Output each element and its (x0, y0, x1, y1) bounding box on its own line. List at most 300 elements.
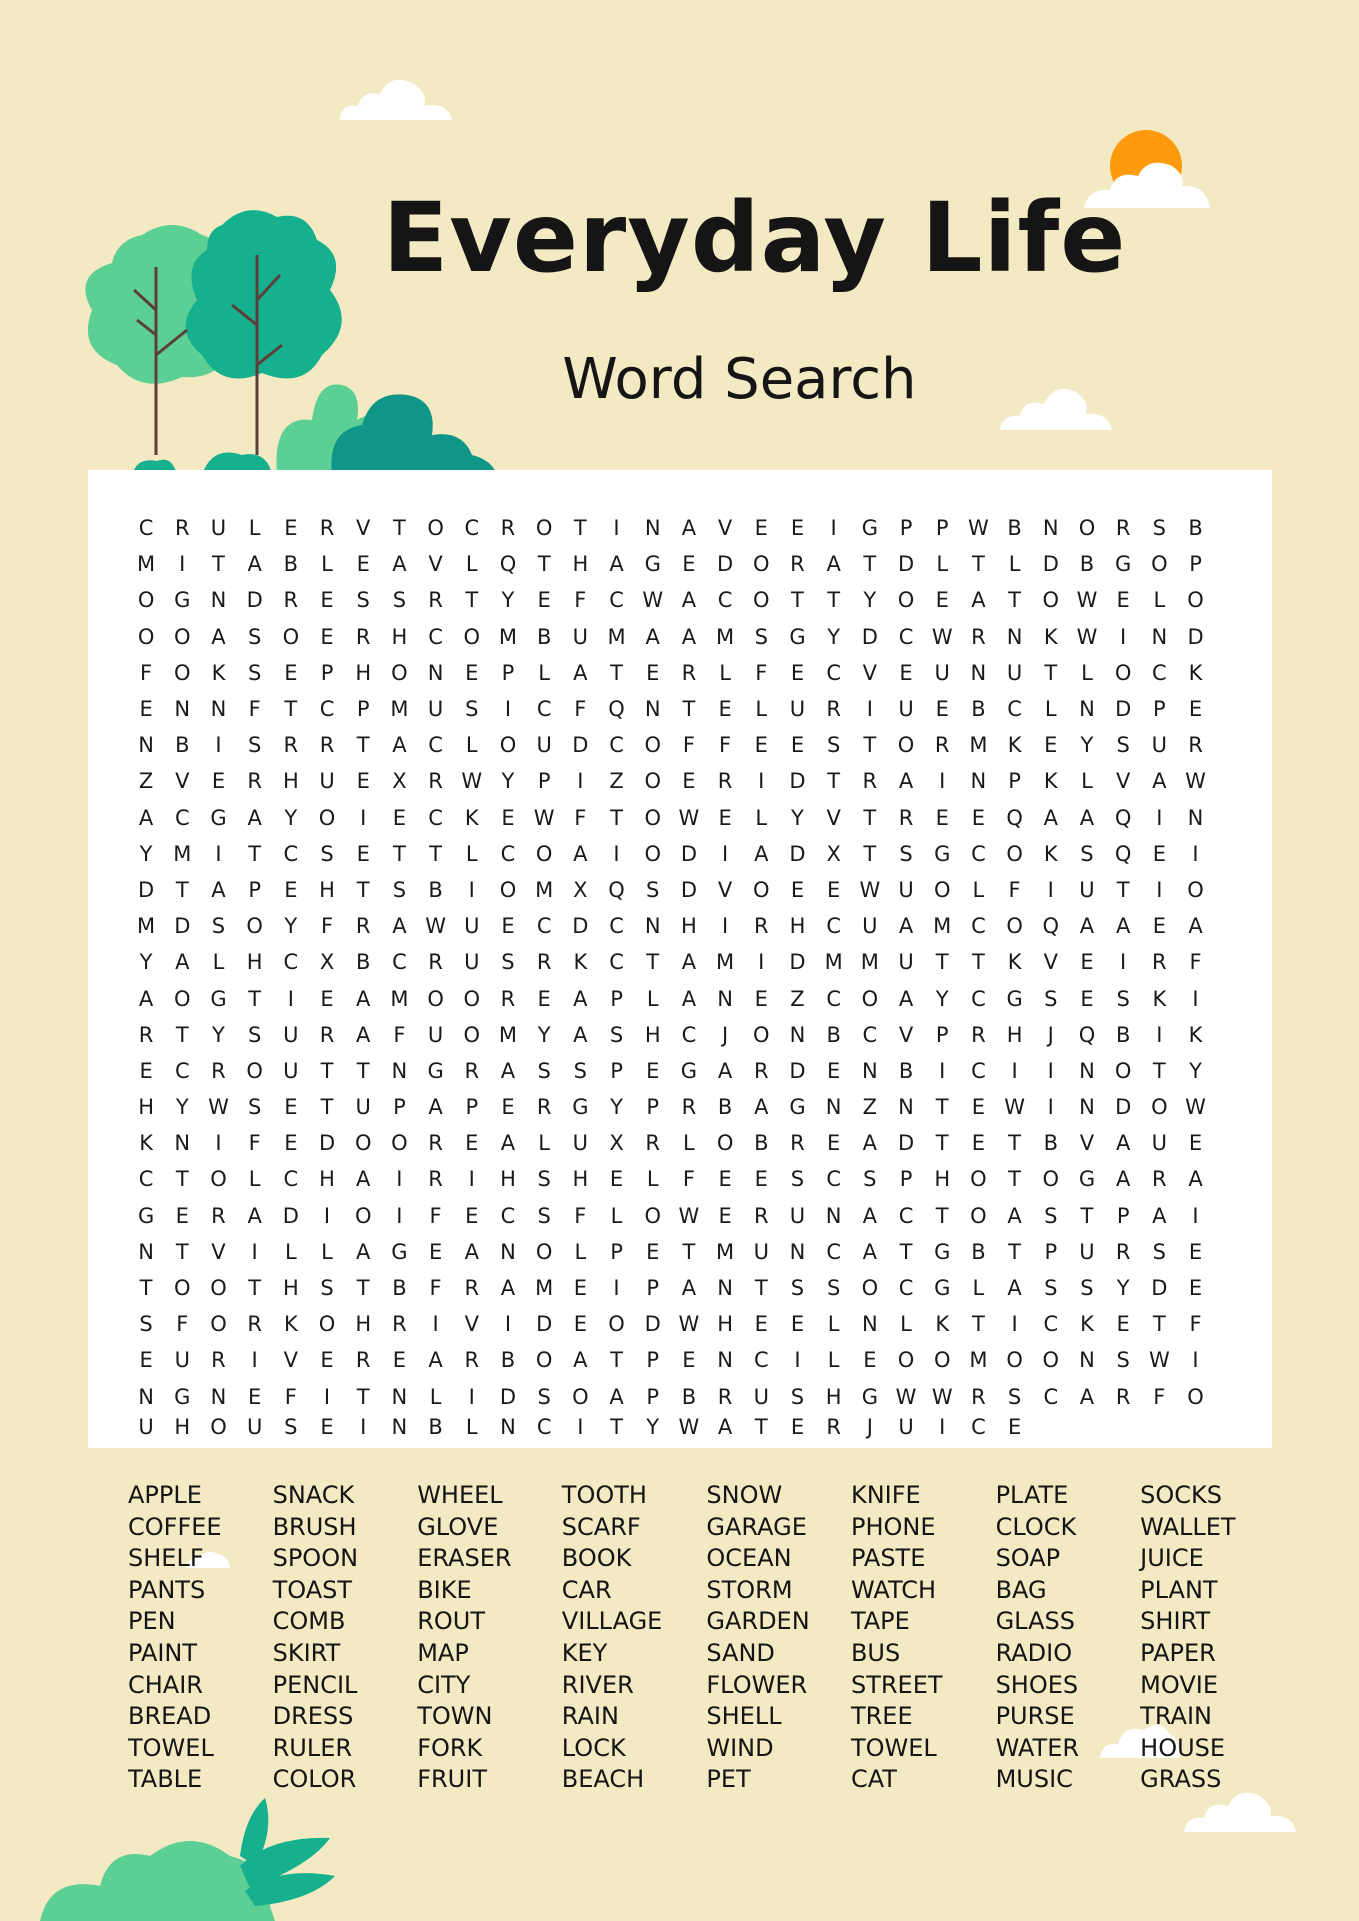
grid-letter[interactable]: O (1042, 1167, 1060, 1192)
grid-letter[interactable]: E (428, 1239, 443, 1264)
grid-letter[interactable]: L (1008, 552, 1021, 577)
grid-letter[interactable]: E (971, 1095, 986, 1120)
grid-letter[interactable]: O (753, 588, 770, 613)
grid-letter[interactable]: U (174, 1348, 190, 1373)
grid-letter[interactable]: G (934, 1239, 951, 1264)
grid-letter[interactable]: E (139, 697, 153, 722)
grid-letter[interactable]: S (790, 1384, 805, 1409)
grid-letter[interactable]: K (1007, 733, 1022, 758)
grid-letter[interactable]: O (174, 1276, 191, 1301)
grid-letter[interactable]: R (1115, 1239, 1131, 1264)
grid-letter[interactable]: A (392, 914, 407, 939)
grid-letter[interactable]: I (830, 516, 837, 541)
grid-letter[interactable]: O (535, 516, 553, 541)
grid-letter[interactable]: A (681, 588, 697, 613)
grid-letter[interactable]: T (356, 1384, 370, 1409)
grid-letter[interactable]: N (391, 1058, 408, 1083)
grid-letter[interactable]: D (138, 877, 155, 902)
grid-letter[interactable]: I (1192, 841, 1199, 866)
grid-letter[interactable]: C (1043, 1384, 1059, 1409)
grid-letter[interactable]: D (789, 841, 806, 866)
grid-letter[interactable]: R (355, 914, 371, 939)
grid-letter[interactable]: V (1079, 1131, 1095, 1156)
grid-letter[interactable]: B (1043, 1131, 1058, 1156)
grid-letter[interactable]: I (215, 733, 222, 758)
grid-letter[interactable]: D (536, 1312, 553, 1337)
grid-letter[interactable]: T (248, 841, 262, 866)
grid-letter[interactable]: Y (139, 841, 153, 866)
grid-letter[interactable]: S (1044, 1203, 1058, 1228)
grid-letter[interactable]: O (174, 660, 191, 685)
grid-letter[interactable]: A (1115, 914, 1131, 939)
grid-letter[interactable]: L (1044, 697, 1057, 722)
grid-letter[interactable]: M (716, 624, 735, 649)
grid-letter[interactable]: M (860, 950, 879, 975)
grid-letter[interactable]: W (931, 1384, 953, 1409)
grid-letter[interactable]: T (175, 1022, 189, 1047)
grid-letter[interactable]: I (613, 1276, 620, 1301)
grid-letter[interactable]: L (1153, 588, 1166, 613)
grid-letter[interactable]: F (393, 1022, 406, 1047)
grid-letter[interactable]: O (391, 660, 408, 685)
grid-letter[interactable]: I (577, 1414, 584, 1439)
grid-letter[interactable]: B (536, 624, 552, 649)
grid-letter[interactable]: S (1152, 516, 1167, 541)
grid-letter[interactable]: B (754, 1131, 769, 1156)
grid-letter[interactable]: B (500, 1348, 516, 1373)
grid-letter[interactable]: L (465, 552, 478, 577)
grid-letter[interactable]: B (898, 1058, 914, 1083)
grid-letter[interactable]: R (392, 1312, 407, 1337)
grid-letter[interactable]: E (1188, 1131, 1203, 1156)
grid-letter[interactable]: N (717, 1348, 733, 1373)
grid-letter[interactable]: O (1078, 516, 1096, 541)
grid-letter[interactable]: B (356, 950, 371, 975)
grid-letter[interactable]: R (681, 1095, 697, 1120)
grid-letter[interactable]: C (971, 914, 986, 939)
grid-letter[interactable]: I (613, 841, 620, 866)
grid-letter[interactable]: B (175, 733, 190, 758)
grid-letter[interactable]: U (210, 516, 227, 541)
grid-letter[interactable]: R (826, 697, 841, 722)
grid-letter[interactable]: U (427, 697, 444, 722)
grid-letter[interactable]: X (319, 950, 335, 975)
grid-letter[interactable]: B (428, 877, 443, 902)
grid-letter[interactable]: R (138, 1022, 154, 1047)
grid-letter[interactable]: N (825, 1095, 842, 1120)
grid-letter[interactable]: F (140, 660, 153, 685)
grid-letter[interactable]: D (789, 1058, 806, 1083)
grid-letter[interactable]: Z (790, 986, 805, 1011)
grid-letter[interactable]: S (247, 1095, 262, 1120)
grid-letter[interactable]: I (1120, 624, 1127, 649)
grid-letter[interactable]: O (644, 805, 661, 830)
grid-letter[interactable]: J (721, 1022, 729, 1047)
grid-letter[interactable]: G (174, 588, 191, 613)
grid-letter[interactable]: U (1151, 1131, 1168, 1156)
grid-letter[interactable]: H (138, 1095, 154, 1120)
grid-letter[interactable]: U (1151, 733, 1168, 758)
grid-letter[interactable]: O (644, 733, 661, 758)
grid-letter[interactable]: N (789, 1022, 806, 1047)
grid-letter[interactable]: N (644, 516, 661, 541)
grid-letter[interactable]: N (1079, 1058, 1095, 1083)
grid-letter[interactable]: S (1044, 1276, 1058, 1301)
grid-letter[interactable]: C (500, 841, 516, 866)
grid-letter[interactable]: S (790, 1167, 805, 1192)
grid-letter[interactable]: R (355, 1348, 371, 1373)
grid-letter[interactable]: S (1007, 1384, 1022, 1409)
grid-letter[interactable]: H (246, 950, 263, 975)
grid-letter[interactable]: R (536, 950, 552, 975)
grid-letter[interactable]: W (895, 1384, 917, 1409)
grid-letter[interactable]: A (392, 552, 407, 577)
grid-letter[interactable]: R (898, 805, 914, 830)
grid-letter[interactable]: O (897, 588, 915, 613)
grid-letter[interactable]: U (283, 1058, 299, 1083)
grid-letter[interactable]: I (939, 1414, 946, 1439)
grid-letter[interactable]: G (789, 624, 806, 649)
grid-letter[interactable]: E (790, 1312, 805, 1337)
grid-letter[interactable]: S (501, 950, 515, 975)
grid-letter[interactable]: R (428, 588, 443, 613)
grid-letter[interactable]: I (1120, 950, 1127, 975)
grid-letter[interactable]: T (392, 516, 406, 541)
grid-letter[interactable]: H (717, 1312, 733, 1337)
grid-letter[interactable]: Y (537, 1022, 551, 1047)
grid-letter[interactable]: C (500, 1203, 516, 1228)
grid-letter[interactable]: T (320, 1058, 334, 1083)
grid-letter[interactable]: E (935, 697, 949, 722)
grid-letter[interactable]: E (537, 588, 551, 613)
grid-letter[interactable]: E (284, 877, 298, 902)
grid-letter[interactable]: O (1187, 588, 1204, 613)
grid-letter[interactable]: I (1156, 877, 1163, 902)
grid-letter[interactable]: A (1188, 914, 1203, 939)
grid-letter[interactable]: D (1115, 1095, 1132, 1120)
grid-letter[interactable]: H (355, 1312, 372, 1337)
grid-letter[interactable]: E (718, 1203, 732, 1228)
grid-letter[interactable]: D (789, 769, 806, 794)
grid-letter[interactable]: A (392, 733, 407, 758)
grid-letter[interactable]: N (1079, 1095, 1095, 1120)
grid-letter[interactable]: G (427, 1058, 444, 1083)
grid-letter[interactable]: R (428, 769, 443, 794)
grid-letter[interactable]: R (500, 986, 516, 1011)
grid-letter[interactable]: U (898, 697, 914, 722)
grid-letter[interactable]: W (859, 877, 881, 902)
grid-letter[interactable]: E (609, 1167, 624, 1192)
grid-letter[interactable]: W (1185, 1095, 1206, 1120)
grid-letter[interactable]: A (356, 1022, 371, 1047)
grid-letter[interactable]: I (468, 1167, 475, 1192)
grid-letter[interactable]: R (428, 950, 443, 975)
grid-letter[interactable]: N (644, 914, 661, 939)
grid-letter[interactable]: O (1187, 877, 1204, 902)
grid-letter[interactable]: O (1042, 1348, 1060, 1373)
grid-letter[interactable]: A (1152, 769, 1167, 794)
grid-letter[interactable]: C (1152, 660, 1167, 685)
grid-letter[interactable]: M (607, 624, 626, 649)
grid-letter[interactable]: N (138, 1239, 154, 1264)
grid-letter[interactable]: M (535, 877, 554, 902)
grid-letter[interactable]: E (790, 1414, 805, 1439)
grid-letter[interactable]: F (248, 1131, 261, 1156)
grid-letter[interactable]: L (212, 950, 225, 975)
grid-letter[interactable]: S (247, 624, 262, 649)
grid-letter[interactable]: O (174, 624, 191, 649)
grid-letter[interactable]: R (464, 1348, 480, 1373)
grid-letter[interactable]: R (862, 769, 878, 794)
grid-letter[interactable]: G (572, 1095, 589, 1120)
grid-letter[interactable]: C (138, 1167, 154, 1192)
grid-letter[interactable]: U (753, 1239, 769, 1264)
grid-letter[interactable]: I (1011, 1058, 1018, 1083)
grid-letter[interactable]: M (173, 841, 192, 866)
grid-letter[interactable]: C (609, 588, 624, 613)
grid-letter[interactable]: R (1188, 733, 1203, 758)
grid-letter[interactable]: B (1007, 516, 1022, 541)
grid-letter[interactable]: N (1042, 516, 1059, 541)
grid-letter[interactable]: L (574, 1239, 587, 1264)
grid-letter[interactable]: A (717, 1058, 733, 1083)
grid-letter[interactable]: W (425, 914, 446, 939)
grid-letter[interactable]: O (535, 1239, 553, 1264)
grid-letter[interactable]: O (933, 877, 951, 902)
grid-letter[interactable]: D (282, 1203, 299, 1228)
grid-letter[interactable]: I (613, 516, 620, 541)
grid-letter[interactable]: Q (1114, 805, 1132, 830)
grid-letter[interactable]: J (1047, 1022, 1054, 1047)
grid-letter[interactable]: Y (610, 1095, 623, 1120)
grid-letter[interactable]: G (210, 986, 227, 1011)
grid-letter[interactable]: S (790, 1276, 805, 1301)
grid-letter[interactable]: V (464, 1312, 479, 1337)
grid-letter[interactable]: R (536, 1095, 552, 1120)
grid-letter[interactable]: T (356, 733, 370, 758)
grid-letter[interactable]: R (681, 660, 697, 685)
grid-letter[interactable]: E (754, 733, 768, 758)
grid-letter[interactable]: P (501, 660, 515, 685)
grid-letter[interactable]: T (899, 1239, 913, 1264)
grid-letter[interactable]: O (1042, 588, 1060, 613)
grid-letter[interactable]: Q (608, 877, 625, 902)
grid-letter[interactable]: U (898, 877, 914, 902)
grid-letter[interactable]: A (500, 1276, 516, 1301)
grid-letter[interactable]: A (247, 1203, 262, 1228)
grid-letter[interactable]: E (754, 1167, 768, 1192)
grid-letter[interactable]: C (826, 660, 841, 685)
grid-letter[interactable]: A (138, 805, 154, 830)
grid-letter[interactable]: H (825, 1384, 842, 1409)
grid-letter[interactable]: Y (212, 1022, 225, 1047)
grid-letter[interactable]: D (680, 877, 697, 902)
grid-letter[interactable]: R (211, 1348, 226, 1373)
grid-letter[interactable]: A (573, 660, 588, 685)
grid-letter[interactable]: R (753, 1058, 769, 1083)
grid-letter[interactable]: E (175, 1203, 189, 1228)
grid-letter[interactable]: M (969, 1348, 988, 1373)
grid-letter[interactable]: A (681, 624, 697, 649)
grid-letter[interactable]: A (573, 841, 588, 866)
grid-letter[interactable]: E (501, 914, 515, 939)
grid-letter[interactable]: N (861, 1312, 878, 1337)
grid-letter[interactable]: E (465, 660, 479, 685)
grid-letter[interactable]: D (318, 1131, 336, 1156)
grid-letter[interactable]: C (174, 1058, 190, 1083)
grid-letter[interactable]: I (396, 1203, 403, 1228)
grid-letter[interactable]: L (248, 516, 261, 541)
grid-letter[interactable]: E (971, 805, 986, 830)
grid-letter[interactable]: K (1188, 660, 1203, 685)
grid-letter[interactable]: E (1188, 1276, 1203, 1301)
grid-letter[interactable]: W (678, 1312, 700, 1337)
grid-letter[interactable]: C (609, 914, 624, 939)
grid-letter[interactable]: X (573, 877, 588, 902)
grid-letter[interactable]: R (283, 733, 299, 758)
grid-letter[interactable]: R (753, 1203, 769, 1228)
grid-letter[interactable]: C (536, 697, 552, 722)
grid-letter[interactable]: E (863, 1348, 877, 1373)
grid-letter[interactable]: R (500, 516, 516, 541)
grid-letter[interactable]: T (971, 1312, 985, 1337)
grid-letter[interactable]: N (898, 1095, 914, 1120)
grid-letter[interactable]: I (939, 769, 946, 794)
grid-letter[interactable]: L (429, 1384, 442, 1409)
grid-letter[interactable]: A (573, 1022, 588, 1047)
grid-letter[interactable]: I (432, 1312, 439, 1337)
grid-letter[interactable]: D (861, 624, 878, 649)
grid-letter[interactable]: E (718, 805, 732, 830)
grid-letter[interactable]: V (428, 552, 443, 577)
grid-letter[interactable]: I (323, 1384, 331, 1409)
grid-letter[interactable]: D (499, 1384, 517, 1409)
grid-letter[interactable]: P (935, 1022, 949, 1047)
grid-letter[interactable]: P (537, 769, 551, 794)
grid-letter[interactable]: D (174, 914, 191, 939)
grid-letter[interactable]: I (1192, 1203, 1199, 1228)
grid-letter[interactable]: I (251, 1239, 258, 1264)
grid-letter[interactable]: Y (284, 914, 298, 939)
grid-letter[interactable]: X (392, 769, 407, 794)
grid-letter[interactable]: E (646, 1239, 660, 1264)
grid-letter[interactable]: S (247, 660, 262, 685)
grid-letter[interactable]: E (1188, 1239, 1203, 1264)
grid-letter[interactable]: E (284, 660, 298, 685)
grid-letter[interactable]: T (1152, 1312, 1166, 1337)
grid-letter[interactable]: N (210, 1384, 227, 1409)
grid-letter[interactable]: M (137, 914, 156, 939)
grid-letter[interactable]: B (971, 697, 986, 722)
grid-letter[interactable]: N (970, 660, 987, 685)
grid-letter[interactable]: U (862, 914, 878, 939)
grid-letter[interactable]: S (573, 1058, 588, 1083)
grid-letter[interactable]: M (498, 1022, 518, 1047)
grid-letter[interactable]: W (208, 1095, 229, 1120)
grid-letter[interactable]: E (211, 769, 226, 794)
grid-letter[interactable]: K (139, 1131, 153, 1156)
grid-letter[interactable]: K (1080, 1312, 1094, 1337)
grid-letter[interactable]: N (210, 697, 227, 722)
grid-letter[interactable]: G (1006, 986, 1023, 1011)
grid-letter[interactable]: R (971, 624, 986, 649)
grid-letter[interactable]: T (537, 552, 551, 577)
grid-letter[interactable]: R (1115, 516, 1131, 541)
grid-letter[interactable]: N (1079, 1348, 1095, 1373)
grid-letter[interactable]: I (360, 1414, 367, 1439)
grid-letter[interactable]: C (681, 1022, 697, 1047)
grid-letter[interactable]: F (682, 1167, 695, 1192)
grid-letter[interactable]: K (1007, 950, 1022, 975)
grid-letter[interactable]: I (504, 697, 512, 722)
grid-letter[interactable]: T (175, 877, 189, 902)
grid-letter[interactable]: E (284, 1131, 298, 1156)
grid-letter[interactable]: V (283, 1348, 299, 1373)
grid-letter[interactable]: K (464, 805, 479, 830)
grid-letter[interactable]: O (427, 516, 444, 541)
grid-letter[interactable]: U (427, 1022, 444, 1047)
grid-letter[interactable]: I (1047, 877, 1054, 902)
grid-letter[interactable]: U (246, 1414, 263, 1439)
grid-letter[interactable]: C (826, 914, 841, 939)
grid-letter[interactable]: R (1152, 1167, 1167, 1192)
grid-letter[interactable]: T (646, 950, 660, 975)
grid-letter[interactable]: N (210, 588, 227, 613)
grid-letter[interactable]: E (465, 1203, 479, 1228)
grid-letter[interactable]: N (138, 1384, 154, 1409)
grid-letter[interactable]: F (284, 1384, 297, 1409)
grid-letter[interactable]: G (174, 1384, 191, 1409)
grid-letter[interactable]: S (320, 841, 334, 866)
grid-letter[interactable]: G (861, 1384, 878, 1409)
grid-letter[interactable]: S (465, 697, 479, 722)
grid-letter[interactable]: F (248, 697, 261, 722)
grid-letter[interactable]: P (646, 1095, 660, 1120)
grid-letter[interactable]: E (827, 1058, 841, 1083)
grid-letter[interactable]: Q (1042, 914, 1060, 939)
grid-letter[interactable]: D (1187, 624, 1204, 649)
grid-letter[interactable]: S (247, 733, 262, 758)
grid-letter[interactable]: U (536, 733, 552, 758)
grid-letter[interactable]: L (936, 552, 949, 577)
grid-letter[interactable]: E (139, 1058, 153, 1083)
grid-letter[interactable]: S (392, 588, 407, 613)
grid-letter[interactable]: K (1043, 769, 1058, 794)
grid-letter[interactable]: C (1007, 697, 1022, 722)
grid-letter[interactable]: E (356, 552, 370, 577)
grid-letter[interactable]: T (212, 552, 225, 577)
grid-letter[interactable]: T (175, 1167, 189, 1192)
grid-letter[interactable]: A (971, 588, 986, 613)
grid-letter[interactable]: O (861, 1276, 879, 1301)
grid-letter[interactable]: T (863, 552, 877, 577)
grid-letter[interactable]: P (1044, 1239, 1058, 1264)
grid-letter[interactable]: C (826, 1167, 841, 1192)
grid-letter[interactable]: T (935, 1203, 949, 1228)
grid-letter[interactable]: L (972, 1276, 985, 1301)
grid-letter[interactable]: E (718, 697, 732, 722)
grid-letter[interactable]: R (1152, 950, 1167, 975)
grid-letter[interactable]: Y (1116, 1276, 1130, 1301)
grid-letter[interactable]: L (683, 1131, 695, 1156)
grid-letter[interactable]: A (247, 552, 262, 577)
grid-letter[interactable]: G (934, 1276, 951, 1301)
grid-letter[interactable]: A (717, 1414, 733, 1439)
grid-letter[interactable]: T (971, 950, 985, 975)
grid-letter[interactable]: D (572, 914, 589, 939)
grid-letter[interactable]: M (716, 1239, 735, 1264)
grid-letter[interactable]: L (538, 1131, 550, 1156)
